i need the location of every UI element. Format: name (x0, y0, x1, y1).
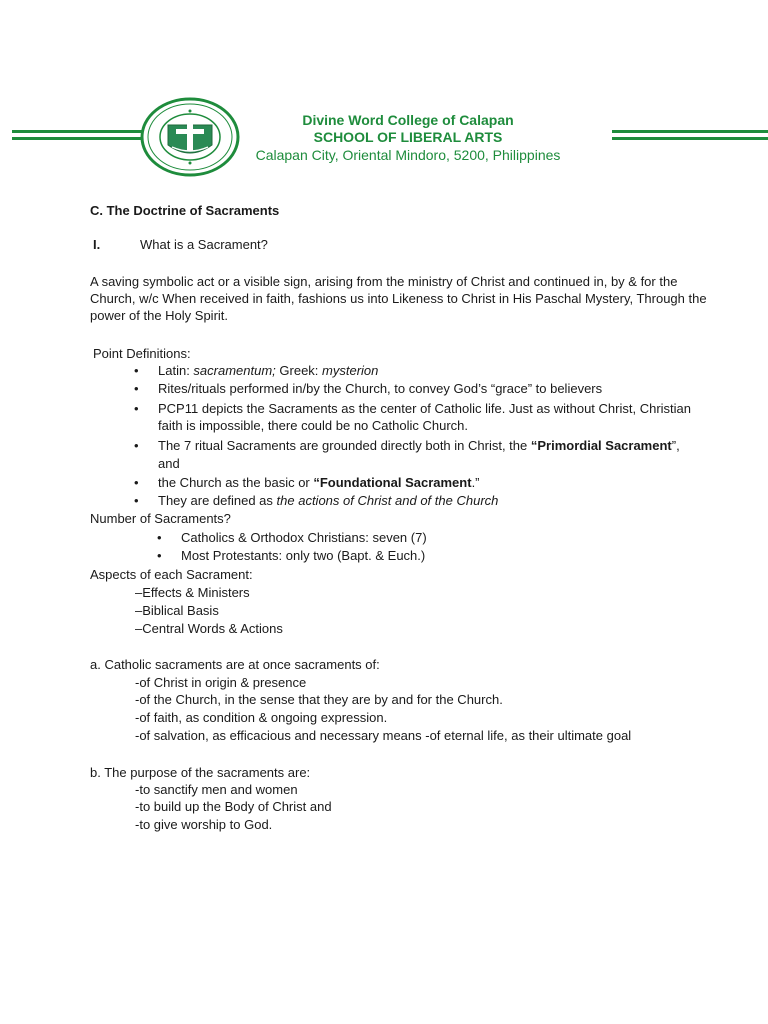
list-item: • PCP11 depicts the Sacraments as the center of Catholic life. Just as without Christ, Christian (158, 400, 691, 417)
list-item: -of salvation, as efficacious and necessary means -of eternal life, as their ultimate goal (135, 728, 632, 743)
college-address: Calapan City, Oriental Mindoro, 5200, Philippines (255, 147, 561, 163)
section-a-heading: a. Catholic sacraments are at once sacraments of: (90, 657, 380, 672)
list-item: –Effects & Ministers (135, 585, 250, 600)
list-item: • Latin: sacramentum; Greek: mysterion (158, 362, 378, 379)
section-b-heading: b. The purpose of the sacraments are: (90, 765, 311, 780)
aspects-heading: Aspects of each Sacrament: (90, 567, 253, 582)
list-item-continuation: faith is impossible, there could be no Catholic Church. (158, 418, 468, 433)
point-definitions-heading: Point Definitions: (93, 346, 191, 361)
list-item: -of Christ in origin & presence (135, 675, 307, 690)
list-item: • The 7 ritual Sacraments are grounded directly both in Christ, the “Primordial Sacrament”, (158, 437, 680, 454)
section-title: C. The Doctrine of Sacraments (90, 203, 280, 218)
list-item: –Central Words & Actions (135, 621, 283, 636)
list-item: -to build up the Body of Christ and (135, 799, 332, 814)
definition-line: power of the Holy Spirit. (90, 308, 229, 323)
list-item: • They are defined as the actions of Christ and of the Church (158, 492, 498, 509)
question-number: I. (93, 237, 101, 252)
list-item: • Catholics & Orthodox Christians: seven (7) (181, 529, 427, 546)
list-item: • the Church as the basic or “Foundational Sacrament.” (158, 474, 480, 491)
header-rule-right (612, 130, 768, 142)
list-item: • Most Protestants: only two (Bapt. & Euch.) (181, 547, 425, 564)
question-text: What is a Sacrament? (140, 237, 268, 252)
list-item: -to sanctify men and women (135, 782, 298, 797)
list-item: -of the Church, in the sense that they are by and for the Church. (135, 692, 503, 707)
list-item: • Rites/rituals performed in/by the Church, to convey God’s “grace” to believers (158, 380, 602, 397)
list-item-continuation: and (158, 456, 180, 471)
definition-line: A saving symbolic act or a visible sign, arising from the ministry of Christ and continued in, by & for the (90, 274, 678, 289)
college-seal-icon (140, 97, 240, 177)
number-heading: Number of Sacraments? (90, 511, 231, 526)
college-name: Divine Word College of Calapan (302, 112, 514, 128)
list-item: -of faith, as condition & ongoing expression. (135, 710, 388, 725)
school-name: SCHOOL OF LIBERAL ARTS (313, 129, 503, 145)
definition-line: Church, w/c When received in faith, fashions us into Likeness to Christ in His Paschal Mystery, Through the (90, 291, 707, 306)
list-item: –Biblical Basis (135, 603, 219, 618)
list-item: -to give worship to God. (135, 817, 273, 832)
